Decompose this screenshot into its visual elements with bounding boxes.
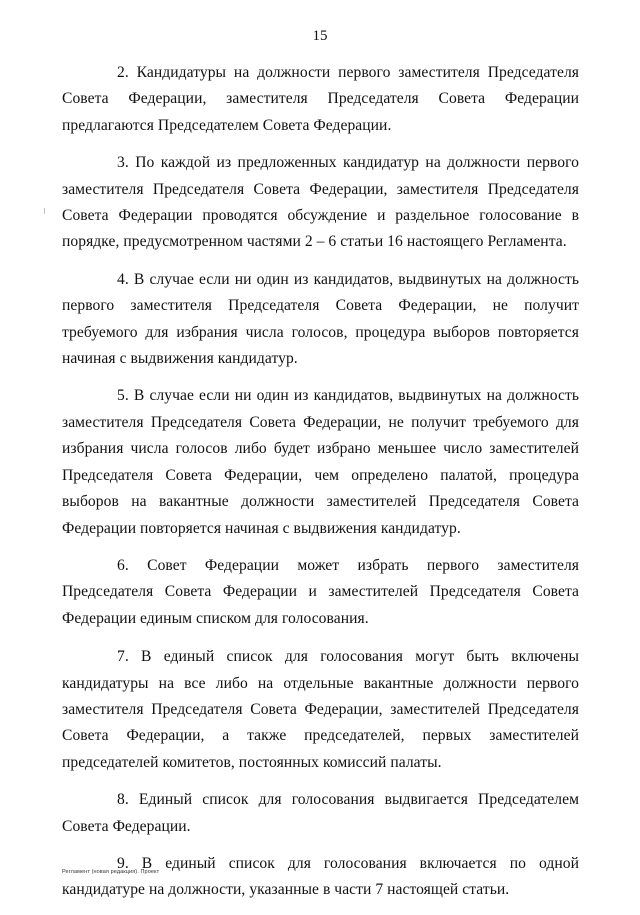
paragraph-2: 2. Кандидатуры на должности первого заместителя Председателя Совета Федерации, заместителя Председателя Совета Федерации предлагаются Председателем Совета Федерации. xyxy=(62,64,579,134)
paragraph-7: 7. В единый список для голосования могут быть включены кандидатуры на все либо на отдельные вакантные должности первого заместителя Председателя Совета Федерации, заместителей Председателя Совета Федерации, а также председателей, первых заместителей председателей комитетов, постоянных комиссий палаты. xyxy=(62,648,579,771)
footer-note: Регламент (новая редакция). Проект xyxy=(62,869,160,875)
margin-mark xyxy=(44,208,45,214)
paragraph-6: 6. Совет Федерации может избрать первого заместителя Председателя Совета Федерации и заместителей Председателя Совета Федерации единым списком для голосования. xyxy=(62,556,579,627)
paragraph-9: 9. В единый список для голосования включается по одной кандидатуре на должности, указанные в части 7 настоящей статьи. xyxy=(62,854,579,899)
paragraph-3: 3. По каждой из предложенных кандидатур на должности первого заместителя Председателя Совета Федерации, заместителя Председателя Совета Федерации проводятся обсуждение и раздельное голосование в порядке, предусмотренном частями 2 – 6 статьи 16 настоящего Регламента. xyxy=(62,154,579,251)
paragraph-8: 8. Единый список для голосования выдвигается Председателем Совета Федерации. xyxy=(62,791,579,835)
paragraph-4: 4. В случае если ни один из кандидатов, выдвинутых на должность первого заместителя Председателя Совета Федерации, не получит требуемого для избрания числа голосов, процедура выборов повторяется начиная с выдвижения кандидатур. xyxy=(62,270,579,368)
document-body xyxy=(62,60,579,915)
page-number: 15 xyxy=(312,28,328,44)
paragraph-5: 5. В случае если ни один из кандидатов, выдвинутых на должность заместителя Председателя Совета Федерации, не получит требуемого для избрания числа голосов либо будет избрано меньшее число заместителей Председателя Совета Федерации, чем определено палатой, процедура выборов на вакантные должности заместителей Председателя Совета Федерации повторяется начиная с выдвижения кандидатур. xyxy=(62,387,579,537)
